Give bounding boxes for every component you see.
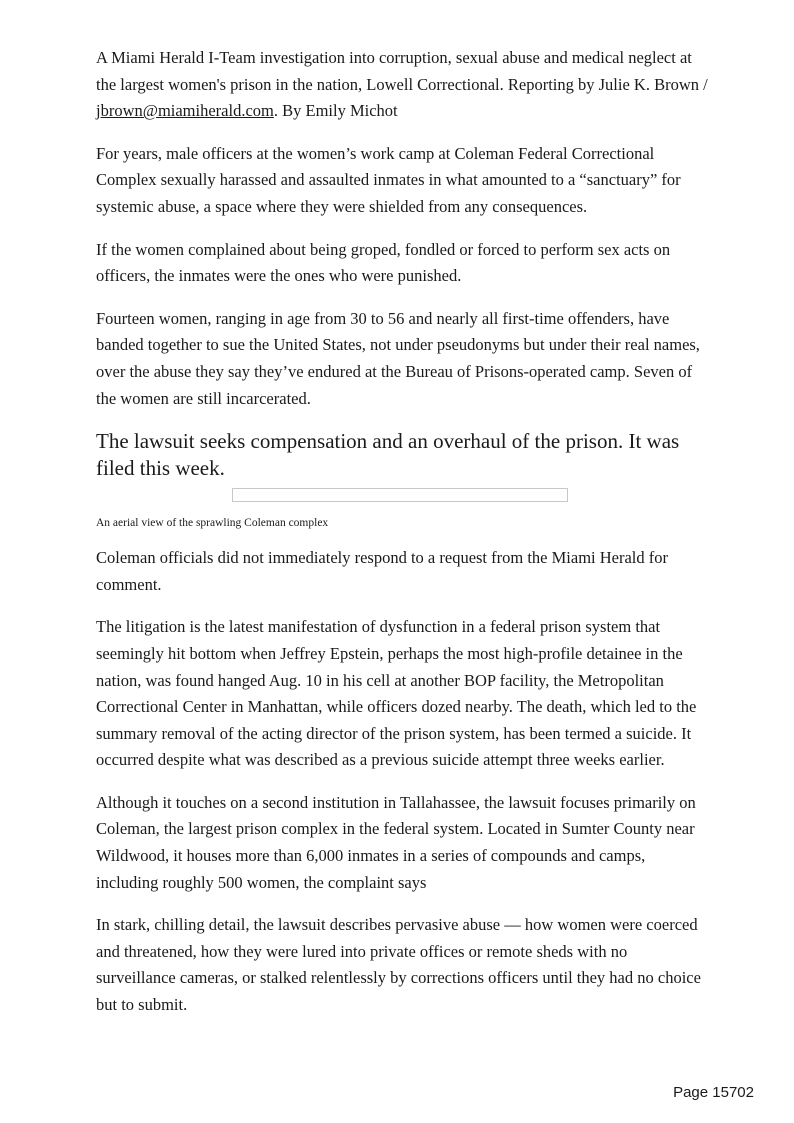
intro-byline: . By Emily Michot bbox=[273, 101, 398, 121]
page-number: Page 15702 bbox=[673, 1084, 754, 1101]
article-paragraph: For years, male officers at the women’s work camp at Coleman Federal Correctional Complex sexually harassed and assaulted inmates in what amounted to a “sanctuary” for systemic abuse, a space where they were shielded from any consequences. bbox=[96, 143, 681, 216]
photo-placeholder bbox=[232, 488, 568, 502]
article-paragraph: If the women complained about being groped, fondled or forced to perform sex acts on officers, the inmates were the ones who were punished. bbox=[96, 239, 671, 286]
intro-paragraph bbox=[96, 45, 708, 125]
article-subheading: The lawsuit seeks compensation and an overhaul of the prison. It was filed this week. bbox=[96, 429, 680, 481]
intro-text: A Miami Herald I-Team investigation into corruption, sexual abuse and medical neglect at the largest women's prison in the nation, Lowell Correctional. Reporting by Julie K. Brown / bbox=[96, 48, 708, 94]
article-paragraph: The litigation is the latest manifestation of dysfunction in a federal prison system that seemingly hit bottom when Jeffrey Epstein, perhaps the most high-profile detainee in the nation, was found hanged Aug. 10 in his cell at another BOP facility, the Metropolitan Correctional Center in Manhattan, while officers dozed nearby. The death, which led to the summary removal of the acting director of the prison system, has been termed a suicide. It occurred despite what was described as a previous suicide attempt three weeks earlier. bbox=[96, 617, 697, 770]
article-paragraph: In stark, chilling detail, the lawsuit describes pervasive abuse — how women were coerced and threatened, how they were lured into private offices or remote sheds with no surveillance cameras, or stalked relentlessly by corrections officers until they had no choice but to submit. bbox=[96, 915, 701, 1015]
email-link[interactable]: jbrown@miamiherald.com bbox=[96, 101, 274, 121]
article-paragraph: Fourteen women, ranging in age from 30 to 56 and nearly all first-time offenders, have banded together to sue the United States, not under pseudonyms but under their real names, over the abuse they say they’ve endured at the Bureau of Prisons-operated camp. Seven of the women are still incarcerated. bbox=[96, 308, 700, 408]
article-paragraph: Although it touches on a second institution in Tallahassee, the lawsuit focuses primarily on Coleman, the largest prison complex in the federal system. Located in Sumter County near Wildwood, it houses more than 6,000 inmates in a series of compounds and camps, including roughly 500 women, the complaint says bbox=[96, 792, 696, 892]
photo-caption: An aerial view of the sprawling Coleman complex bbox=[96, 517, 329, 530]
article-paragraph: Coleman officials did not immediately respond to a request from the Miami Herald for comment. bbox=[96, 548, 669, 594]
article-body bbox=[96, 45, 708, 1035]
